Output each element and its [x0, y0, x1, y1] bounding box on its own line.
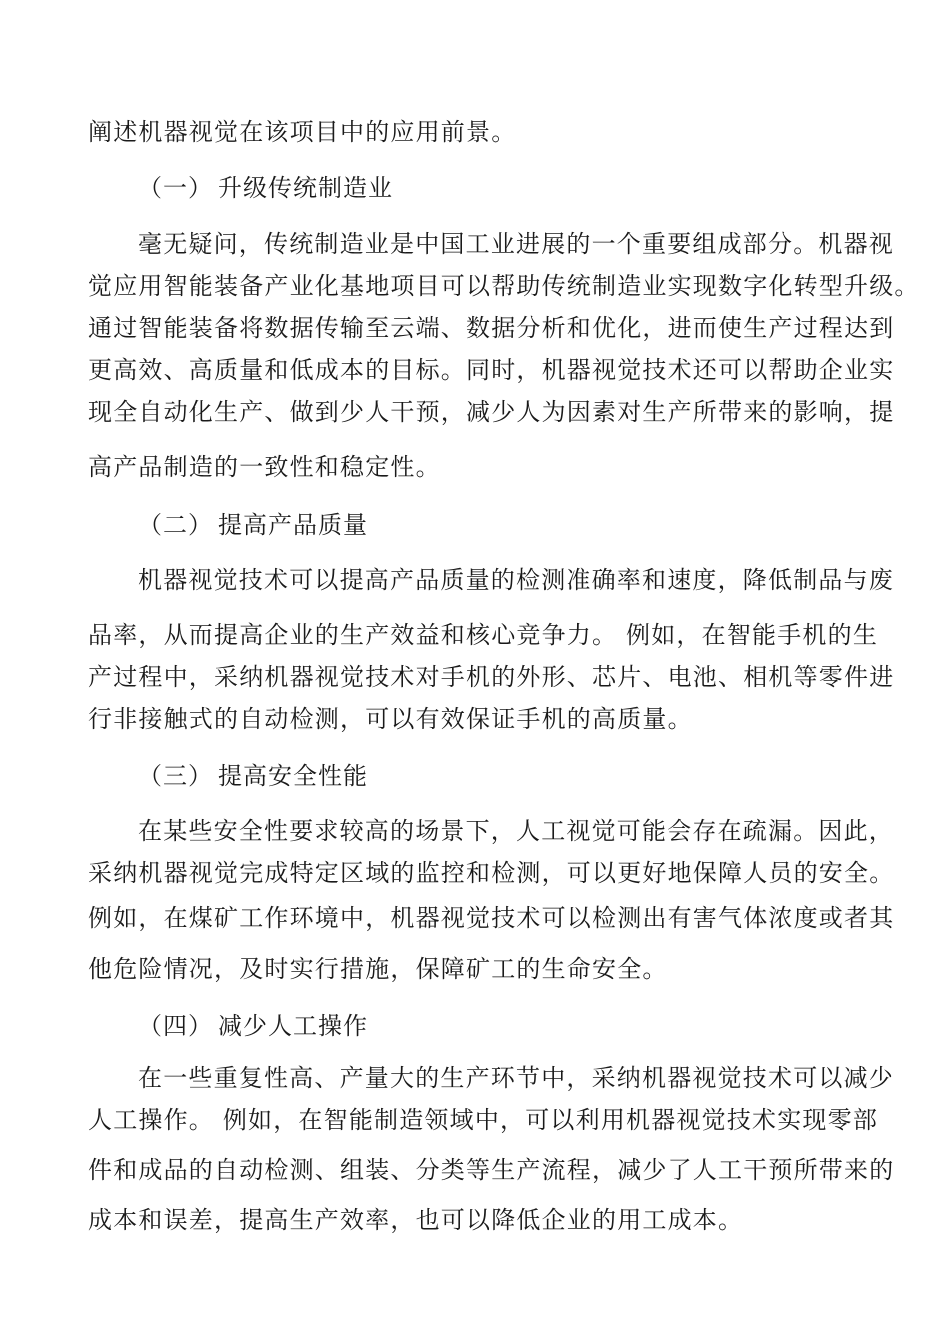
section-number: （一） — [138, 174, 213, 202]
paragraph-line: 件和成品的自动检测、组装、分类等生产流程，减少了人工干预所带来的 — [88, 1156, 895, 1184]
paragraph-line: 在某些安全性要求较高的场景下，人工视觉可能会存在疏漏。因此， — [138, 817, 894, 845]
section-heading — [138, 1010, 368, 1042]
paragraph-line: 毫无疑问，传统制造业是中国工业进展的一个重要组成部分。机器视 — [138, 230, 894, 258]
paragraph-line: 在一些重复性高、产量大的生产环节中，采纳机器视觉技术可以减少 — [138, 1064, 894, 1092]
section-number: （二） — [138, 511, 213, 539]
section-heading — [138, 172, 393, 204]
paragraph-line: 品率，从而提高企业的生产效益和核心竞争力。 例如，在智能手机的生 — [88, 621, 879, 649]
paragraph-line: 更高效、高质量和低成本的目标。同时，机器视觉技术还可以帮助企业实 — [88, 356, 895, 384]
section-heading — [138, 509, 368, 541]
paragraph-line: 通过智能装备将数据传输至云端、数据分析和优化，进而使生产过程达到 — [88, 314, 895, 342]
section-number: （四） — [138, 1012, 213, 1040]
paragraph-line: 他危险情况，及时实行措施，保障矿工的生命安全。 — [88, 955, 668, 983]
section-heading — [138, 760, 368, 792]
section-title: 提高安全性能 — [218, 762, 368, 790]
paragraph-line: 例如，在煤矿工作环境中，机器视觉技术可以检测出有害气体浓度或者其 — [88, 904, 895, 932]
paragraph-line: 高产品制造的一致性和稳定性。 — [88, 453, 441, 481]
paragraph-line: 觉应用智能装备产业化基地项目可以帮助传统制造业实现数字化转型升级。 — [88, 272, 920, 300]
paragraph-line: 现全自动化生产、做到少人干预，减少人为因素对生产所带来的影响，提 — [88, 398, 895, 426]
section-title: 减少人工操作 — [218, 1012, 368, 1040]
paragraph-line: 人工操作。 例如，在智能制造领域中，可以利用机器视觉技术实现零部 — [88, 1106, 879, 1134]
section-number: （三） — [138, 762, 213, 790]
paragraph-line: 采纳机器视觉完成特定区域的监控和检测，可以更好地保障人员的安全。 — [88, 859, 895, 887]
paragraph-line: 机器视觉技术可以提高产品质量的检测准确率和速度，降低制品与废 — [138, 566, 894, 594]
section-title: 升级传统制造业 — [218, 174, 393, 202]
paragraph-line: 产过程中，采纳机器视觉技术对手机的外形、芯片、电池、相机等零件进 — [88, 663, 895, 691]
section-title: 提高产品质量 — [218, 511, 368, 539]
paragraph-line: 成本和误差，提高生产效率，也可以降低企业的用工成本。 — [88, 1206, 744, 1234]
paragraph-line: 行非接触式的自动检测，可以有效保证手机的高质量。 — [88, 705, 693, 733]
paragraph-line: 阐述机器视觉在该项目中的应用前景。 — [88, 118, 517, 146]
